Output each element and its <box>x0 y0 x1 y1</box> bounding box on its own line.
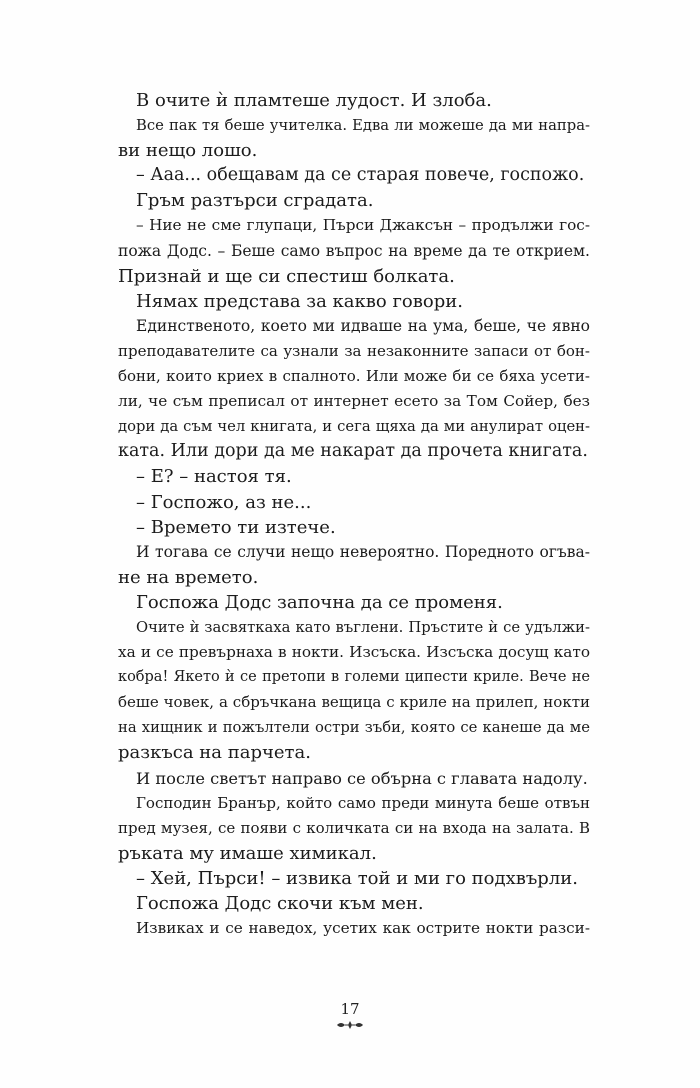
text-line: ха и се превърнаха в нокти. Изсъска. Изсъска досущ като <box>118 643 590 662</box>
text-line: Признай и ще си спестиш болката. <box>118 265 455 287</box>
text-line: И после светът направо се обърна с главата надолу. <box>136 768 588 788</box>
text-line: И тогава се случи нещо невероятно. Поредното огъва- <box>136 542 590 561</box>
text-line: ръката му имаше химикал. <box>118 842 377 864</box>
fleuron-ornament-icon <box>335 1020 365 1030</box>
text-line: ли, че съм преписал от интернет есето за Том Сойер, без <box>118 392 590 411</box>
text-line: Гръм разтърси сградата. <box>136 190 374 212</box>
text-line: беше човек, а сбръчкана вещица с криле на прилеп, нокти <box>118 693 590 712</box>
text-line: В очите ѝ пламтеше лудост. И злоба. <box>136 90 492 111</box>
body-text <box>118 88 590 941</box>
text-line: не на времето. <box>118 566 259 588</box>
text-line: Единственото, което ми идваше на ума, беше, че явно <box>136 316 590 335</box>
text-line: – Е? – настоя тя. <box>136 466 292 488</box>
text-line: дори да съм чел книгата, и сега щяха да ми анулират оцен- <box>118 418 590 436</box>
text-line: разкъса на парчета. <box>118 742 311 764</box>
text-line: Госпожа Додс започна да се променя. <box>136 591 503 613</box>
text-line: пожа Додс. – Беше само въпрос на време да те открием. <box>118 241 590 260</box>
text-line: – Хей, Пърси! – извика той и ми го подхвърли. <box>136 867 578 889</box>
text-line: ката. Или дори да ме накарат да прочета книгата. <box>118 441 588 462</box>
page-number: 17 <box>340 1000 360 1018</box>
text-line: Госпожа Додс скочи към мен. <box>136 893 424 914</box>
text-line: кобра! Якето ѝ се претопи в големи ципести криле. Вече не <box>118 669 590 686</box>
text-line: Извиках и се наведох, усетих как острите нокти разси- <box>136 919 590 938</box>
text-line: – Ааа... обещавам да се старая повече, госпожо. <box>136 165 585 186</box>
text-line: – Времето ти изтече. <box>136 516 336 538</box>
text-line: пред музея, се появи с количката си на входа на залата. В <box>118 818 590 837</box>
page-footer <box>0 1000 700 1030</box>
text-line: Господин Бранър, който само преди минута беше отвън <box>136 793 590 812</box>
text-line: ви нещо лошо. <box>118 140 258 162</box>
text-line: – Госпожо, аз не... <box>136 491 312 513</box>
text-line: Все пак тя беше учителка. Едва ли можеше да ми напра- <box>136 117 590 135</box>
text-line: Нямах представа за какво говори. <box>136 290 463 312</box>
text-line: бони, които криех в спалното. Или може би се бяха усети- <box>118 367 590 386</box>
text-line: преподавателите са узнали за незаконните запаси от бон- <box>118 341 590 360</box>
text-line: Очите ѝ засвяткаха като въглени. Пръстите ѝ се удължи- <box>136 618 590 636</box>
text-line: – Ние не сме глупаци, Пърси Джаксън – продължи гос- <box>136 216 590 235</box>
text-line: на хищник и пожълтели остри зъби, която се канеше да ме <box>118 719 590 737</box>
